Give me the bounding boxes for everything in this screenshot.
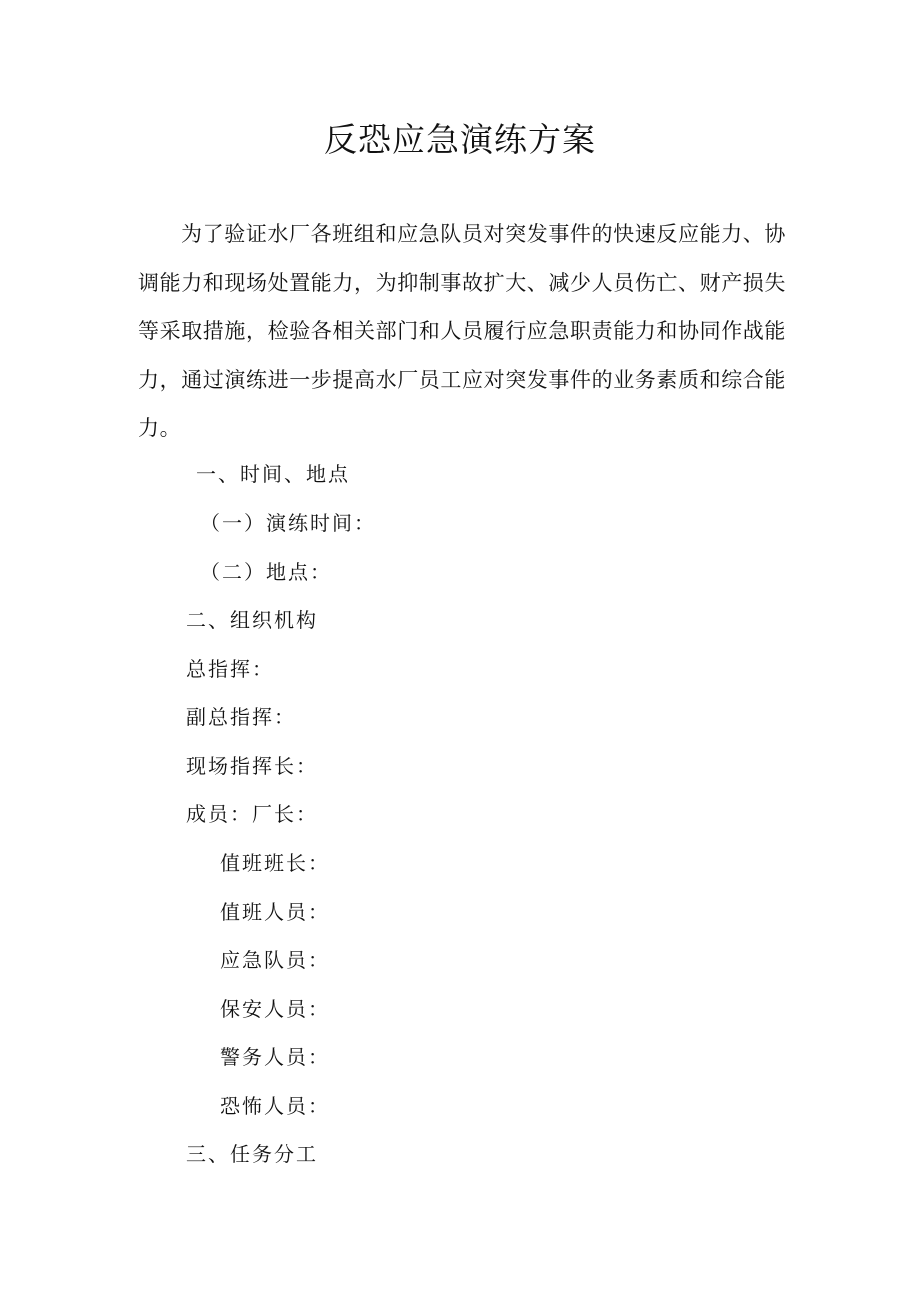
deputy-commander-label: 副总指挥： [186, 705, 296, 729]
intro-paragraph: 为了验证水厂各班组和应急队员对突发事件的快速反应能力、协调能力和现场处置能力，为抑制事故扩大、减少人员伤亡、财产损失等采取措施，检验各相关部门和人员履行应急职责能力和协同作战能力，通过演练进一步提高水厂员工应对突发事件的业务素质和综合能力。 [138, 222, 786, 440]
drill-time-label: （一）演练时间： [200, 511, 376, 535]
member-item: 恐怖人员： [220, 1094, 330, 1118]
members-label: 成员：厂长： [186, 802, 318, 826]
member-item: 应急队员： [220, 948, 330, 972]
site-commander-label: 现场指挥长： [186, 754, 318, 778]
member-item: 值班人员： [220, 900, 330, 924]
section-1-heading: 一、时间、地点 [196, 462, 350, 486]
section-2-heading: 二、组织机构 [186, 608, 318, 632]
member-item: 保安人员： [220, 997, 330, 1021]
member-item: 警务人员： [220, 1045, 330, 1069]
document-title: 反恐应急演练方案 [324, 120, 596, 159]
commander-label: 总指挥： [186, 657, 274, 681]
section-3-heading: 三、任务分工 [186, 1142, 318, 1166]
member-item: 值班班长： [220, 851, 330, 875]
drill-place-label: （二）地点： [200, 560, 332, 584]
